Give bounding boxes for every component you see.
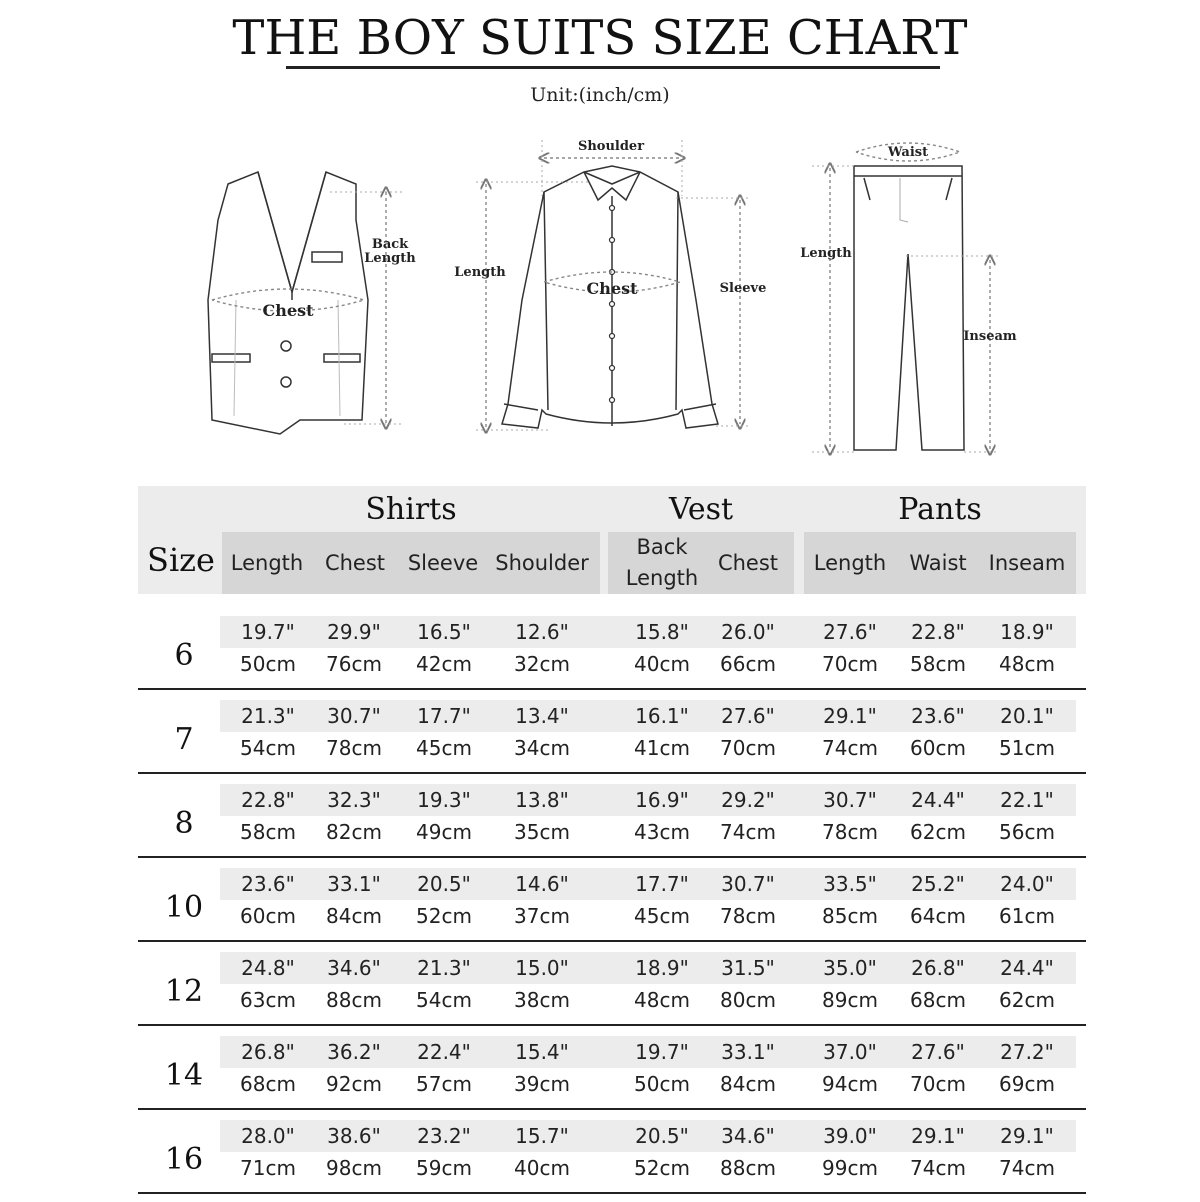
inch-cell: 13.8"	[515, 788, 569, 812]
cm-cell: 94cm	[822, 1072, 878, 1096]
inch-cell: 33.1"	[721, 1040, 775, 1064]
cm-cell: 61cm	[999, 904, 1055, 928]
cm-cell: 74cm	[999, 1156, 1055, 1180]
pants-waist-label: Waist	[887, 145, 929, 160]
cm-cell: 74cm	[910, 1156, 966, 1180]
cm-cell: 76cm	[326, 652, 382, 676]
cm-cell: 84cm	[326, 904, 382, 928]
inch-cell: 22.8"	[241, 788, 295, 812]
pants-diagram	[854, 166, 964, 450]
col-vest-back-length: Back Length	[625, 535, 699, 590]
cm-cell: 58cm	[240, 820, 296, 844]
inch-cell: 20.5"	[635, 1124, 689, 1148]
size-cell: 6	[174, 638, 194, 673]
inch-cell: 24.0"	[1000, 872, 1054, 896]
vest-back-label-1: Back	[371, 237, 409, 252]
inch-cell: 33.1"	[327, 872, 381, 896]
cm-cell: 88cm	[720, 1156, 776, 1180]
cm-cell: 92cm	[326, 1072, 382, 1096]
size-cell: 12	[164, 974, 204, 1009]
vest-chest-label: Chest	[262, 301, 314, 320]
cm-cell: 70cm	[822, 652, 878, 676]
inch-cell: 33.5"	[823, 872, 877, 896]
inch-cell: 22.8"	[911, 620, 965, 644]
inch-cell: 20.1"	[1000, 704, 1054, 728]
cm-cell: 38cm	[514, 988, 570, 1012]
cm-cell: 62cm	[910, 820, 966, 844]
inch-cell: 35.0"	[823, 956, 877, 980]
cm-cell: 78cm	[326, 736, 382, 760]
inch-cell: 15.0"	[515, 956, 569, 980]
table-row	[138, 1118, 1086, 1202]
row-divider	[138, 940, 1086, 942]
table-row	[138, 866, 1086, 950]
col-shirt-shoulder: Shoulder	[495, 550, 589, 575]
cm-cell: 40cm	[514, 1156, 570, 1180]
inch-cell: 22.4"	[417, 1040, 471, 1064]
cm-cell: 50cm	[634, 1072, 690, 1096]
cm-cell: 52cm	[634, 1156, 690, 1180]
cm-cell: 48cm	[999, 652, 1055, 676]
cm-cell: 50cm	[240, 652, 296, 676]
inch-cell: 27.6"	[823, 620, 877, 644]
pants-length-label: Length	[800, 246, 852, 261]
cm-cell: 98cm	[326, 1156, 382, 1180]
col-vest-chest: Chest	[717, 550, 779, 575]
inch-cell: 29.1"	[1000, 1124, 1054, 1148]
inch-cell: 18.9"	[1000, 620, 1054, 644]
row-divider	[138, 772, 1086, 774]
pants-group-title: Pants	[898, 492, 982, 527]
inch-cell: 34.6"	[327, 956, 381, 980]
inch-cell: 17.7"	[417, 704, 471, 728]
inch-cell: 23.6"	[241, 872, 295, 896]
size-cell: 8	[174, 806, 194, 841]
shirts-group-title: Shirts	[365, 492, 457, 527]
cm-cell: 60cm	[240, 904, 296, 928]
inch-cell: 19.7"	[241, 620, 295, 644]
col-shirt-chest: Chest	[324, 550, 386, 575]
cm-cell: 60cm	[910, 736, 966, 760]
cm-cell: 45cm	[634, 904, 690, 928]
row-divider	[138, 856, 1086, 858]
cm-cell: 80cm	[720, 988, 776, 1012]
inch-cell: 16.1"	[635, 704, 689, 728]
inch-cell: 38.6"	[327, 1124, 381, 1148]
inch-cell: 19.7"	[635, 1040, 689, 1064]
inch-cell: 36.2"	[327, 1040, 381, 1064]
col-pants-length: Length	[813, 550, 887, 575]
col-shirt-sleeve: Sleeve	[407, 550, 479, 575]
shirt-chest-label: Chest	[586, 279, 638, 298]
row-divider	[138, 1108, 1086, 1110]
inch-cell: 37.0"	[823, 1040, 877, 1064]
inch-cell: 29.2"	[721, 788, 775, 812]
inch-cell: 26.0"	[721, 620, 775, 644]
inch-cell: 20.5"	[417, 872, 471, 896]
cm-cell: 68cm	[910, 988, 966, 1012]
cm-cell: 78cm	[720, 904, 776, 928]
row-divider	[138, 1192, 1086, 1194]
inch-cell: 21.3"	[417, 956, 471, 980]
cm-cell: 68cm	[240, 1072, 296, 1096]
cm-cell: 88cm	[326, 988, 382, 1012]
inch-cell: 15.7"	[515, 1124, 569, 1148]
size-cell: 14	[164, 1058, 204, 1093]
cm-cell: 66cm	[720, 652, 776, 676]
cm-cell: 35cm	[514, 820, 570, 844]
vest-back-label-2: Length	[364, 251, 416, 266]
inch-cell: 23.6"	[911, 704, 965, 728]
inch-cell: 26.8"	[241, 1040, 295, 1064]
inch-cell: 17.7"	[635, 872, 689, 896]
shirt-length-label: Length	[454, 265, 506, 280]
inch-cell: 24.8"	[241, 956, 295, 980]
cm-cell: 40cm	[634, 652, 690, 676]
cm-cell: 63cm	[240, 988, 296, 1012]
cm-cell: 43cm	[634, 820, 690, 844]
shirt-shoulder-label: Shoulder	[577, 139, 645, 154]
size-cell: 16	[164, 1142, 204, 1177]
inch-cell: 25.2"	[911, 872, 965, 896]
cm-cell: 59cm	[416, 1156, 472, 1180]
cm-cell: 52cm	[416, 904, 472, 928]
cm-cell: 74cm	[822, 736, 878, 760]
cm-cell: 64cm	[910, 904, 966, 928]
cm-cell: 89cm	[822, 988, 878, 1012]
inch-cell: 26.8"	[911, 956, 965, 980]
inch-cell: 16.9"	[635, 788, 689, 812]
cm-cell: 48cm	[634, 988, 690, 1012]
cm-cell: 62cm	[999, 988, 1055, 1012]
inch-cell: 30.7"	[721, 872, 775, 896]
cm-cell: 41cm	[634, 736, 690, 760]
inch-cell: 14.6"	[515, 872, 569, 896]
cm-cell: 70cm	[720, 736, 776, 760]
col-pants-waist: Waist	[909, 550, 967, 575]
pants-inseam-label: Inseam	[963, 329, 1017, 344]
cm-cell: 51cm	[999, 736, 1055, 760]
inch-cell: 29.1"	[911, 1124, 965, 1148]
inch-cell: 27.6"	[911, 1040, 965, 1064]
cm-cell: 78cm	[822, 820, 878, 844]
cm-cell: 54cm	[240, 736, 296, 760]
inch-cell: 39.0"	[823, 1124, 877, 1148]
title-underline	[286, 66, 940, 69]
inch-cell: 29.9"	[327, 620, 381, 644]
inch-cell: 28.0"	[241, 1124, 295, 1148]
inch-cell: 34.6"	[721, 1124, 775, 1148]
row-divider	[138, 688, 1086, 690]
table-row	[138, 782, 1086, 866]
inch-cell: 32.3"	[327, 788, 381, 812]
row-divider	[138, 1024, 1086, 1026]
table-row	[138, 1034, 1086, 1118]
cm-cell: 99cm	[822, 1156, 878, 1180]
cm-cell: 42cm	[416, 652, 472, 676]
cm-cell: 34cm	[514, 736, 570, 760]
vest-group-title: Vest	[668, 492, 734, 527]
cm-cell: 32cm	[514, 652, 570, 676]
inch-cell: 27.6"	[721, 704, 775, 728]
inch-cell: 31.5"	[721, 956, 775, 980]
garment-diagrams	[0, 120, 1200, 480]
cm-cell: 37cm	[514, 904, 570, 928]
inch-cell: 30.7"	[327, 704, 381, 728]
inch-cell: 12.6"	[515, 620, 569, 644]
table-row	[138, 950, 1086, 1034]
page-title: THE BOY SUITS SIZE CHART	[232, 10, 968, 66]
cm-cell: 54cm	[416, 988, 472, 1012]
inch-cell: 21.3"	[241, 704, 295, 728]
size-cell: 7	[174, 722, 194, 757]
inch-cell: 18.9"	[635, 956, 689, 980]
table-row	[138, 614, 1086, 698]
inch-cell: 24.4"	[1000, 956, 1054, 980]
inch-cell: 19.3"	[417, 788, 471, 812]
size-cell: 10	[164, 890, 204, 925]
inch-cell: 24.4"	[911, 788, 965, 812]
cm-cell: 69cm	[999, 1072, 1055, 1096]
inch-cell: 15.8"	[635, 620, 689, 644]
inch-cell: 16.5"	[417, 620, 471, 644]
cm-cell: 39cm	[514, 1072, 570, 1096]
col-pants-inseam: Inseam	[988, 550, 1066, 575]
cm-cell: 56cm	[999, 820, 1055, 844]
cm-cell: 45cm	[416, 736, 472, 760]
col-shirt-length: Length	[230, 550, 304, 575]
cm-cell: 70cm	[910, 1072, 966, 1096]
inch-cell: 22.1"	[1000, 788, 1054, 812]
cm-cell: 57cm	[416, 1072, 472, 1096]
inch-cell: 29.1"	[823, 704, 877, 728]
table-row	[138, 698, 1086, 782]
cm-cell: 58cm	[910, 652, 966, 676]
cm-cell: 84cm	[720, 1072, 776, 1096]
cm-cell: 85cm	[822, 904, 878, 928]
inch-cell: 13.4"	[515, 704, 569, 728]
inch-cell: 15.4"	[515, 1040, 569, 1064]
size-column-header: Size	[147, 541, 215, 579]
inch-cell: 27.2"	[1000, 1040, 1054, 1064]
unit-label: Unit:(inch/cm)	[530, 84, 670, 106]
inch-cell: 30.7"	[823, 788, 877, 812]
cm-cell: 82cm	[326, 820, 382, 844]
cm-cell: 71cm	[240, 1156, 296, 1180]
shirt-sleeve-label: Sleeve	[719, 281, 767, 296]
inch-cell: 23.2"	[417, 1124, 471, 1148]
cm-cell: 49cm	[416, 820, 472, 844]
cm-cell: 74cm	[720, 820, 776, 844]
